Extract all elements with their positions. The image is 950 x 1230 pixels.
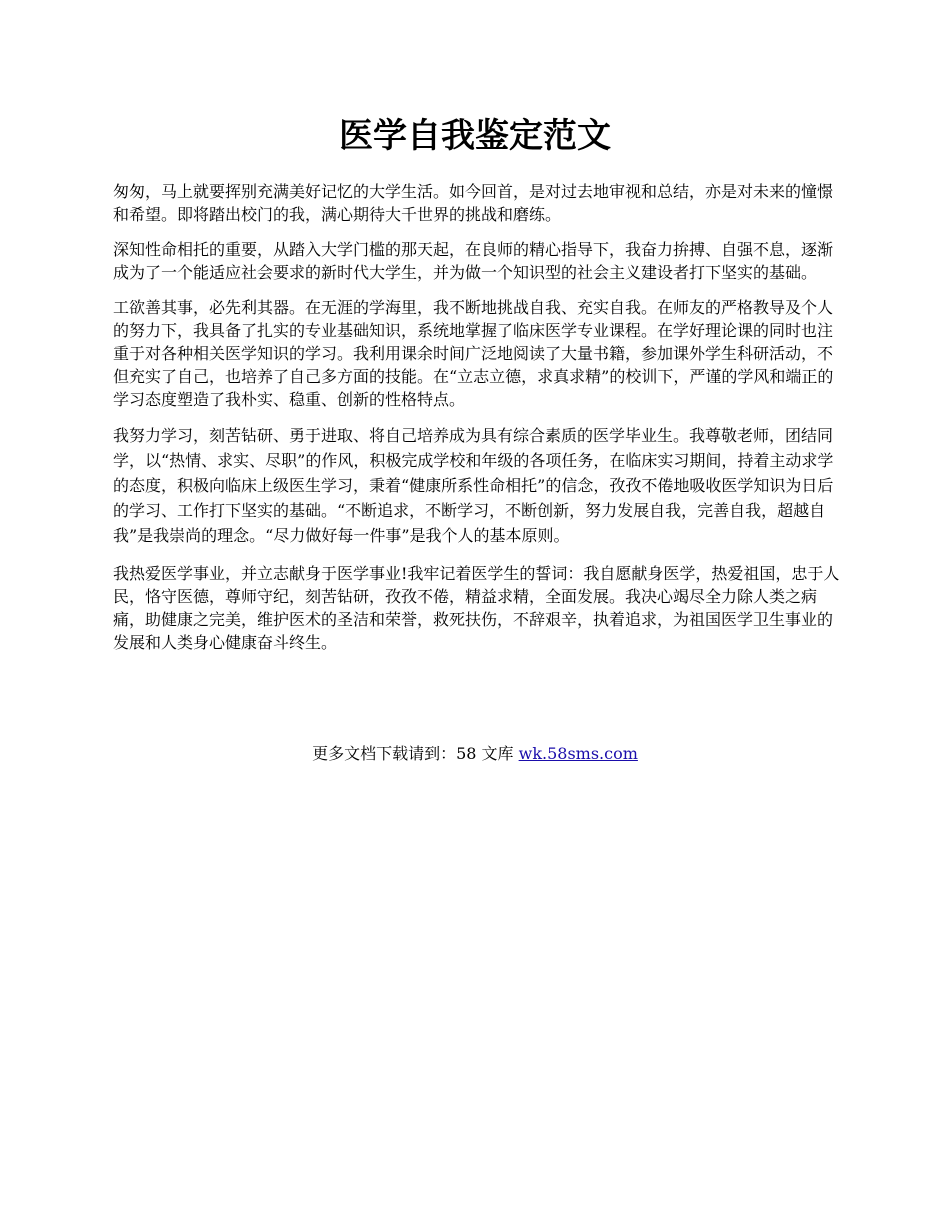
paragraph-2: 深知性命相托的重要，从踏入大学门槛的那天起，在良师的精心指导下，我奋力拚搏、自强不息，逐渐成为了一个能适应社会要求的新时代大学生，并为做一个知识型的社会主义建设者打下坚实的基础。 [113, 240, 834, 282]
paragraph-5: 我热爱医学事业，并立志献身于医学事业!我牢记着医学生的誓词：我自愿献身医学，热爱祖国，忠于人民，恪守医德，尊师守纪，刻苦钻研，孜孜不倦，精益求精，全面发展。我决心竭尽全力除人类之病痛，助健康之完美，维护医术的圣洁和荣誉，救死扶伤，不辞艰辛，执着追求，为祖国医学卫生事业的发展和人类身心健康奋斗终生。 [113, 564, 840, 652]
paragraph-4: 我努力学习，刻苦钻研、勇于进取、将自己培养成为具有综合素质的医学毕业生。我尊敬老师，团结同学，以“热情、求实、尽职”的作风，积极完成学校和年级的各项任务，在临床实习期间，持着主动求学的态度，积极向临床上级医生学习，秉着“健康所系性命相托”的信念，孜孜不倦地吸收医学知识为日后的学习、工作打下坚实的基础。“不断追求，不断学习，不断创新，努力发展自我，完善自我，超越自我”是我崇尚的理念。“尽力做好每一件事”是我个人的基本原则。 [113, 426, 834, 545]
footer-text: 更多文档下载请到：58 文库 [312, 744, 519, 763]
document-title: 医学自我鉴定范文 [339, 116, 611, 156]
download-footer [0, 742, 950, 765]
paragraph-1: 匆匆，马上就要挥别充满美好记忆的大学生活。如今回首，是对过去地审视和总结，亦是对未来的憧憬和希望。即将踏出校门的我，满心期待大千世界的挑战和磨练。 [113, 182, 834, 224]
site-link[interactable]: wk.58sms.com [518, 744, 638, 763]
paragraph-3: 工欲善其事，必先利其器。在无涯的学海里，我不断地挑战自我、充实自我。在师友的严格教导及个人的努力下，我具备了扎实的专业基础知识，系统地掌握了临床医学专业课程。在学好理论课的同时也注重于对各种相关医学知识的学习。我利用课余时间广泛地阅读了大量书籍，参加课外学生科研活动，不但充实了自己，也培养了自己多方面的技能。在“立志立德，求真求精”的校训下，严谨的学风和端正的学习态度塑造了我朴实、稳重、创新的性格特点。 [113, 298, 834, 409]
document-body [113, 180, 848, 666]
